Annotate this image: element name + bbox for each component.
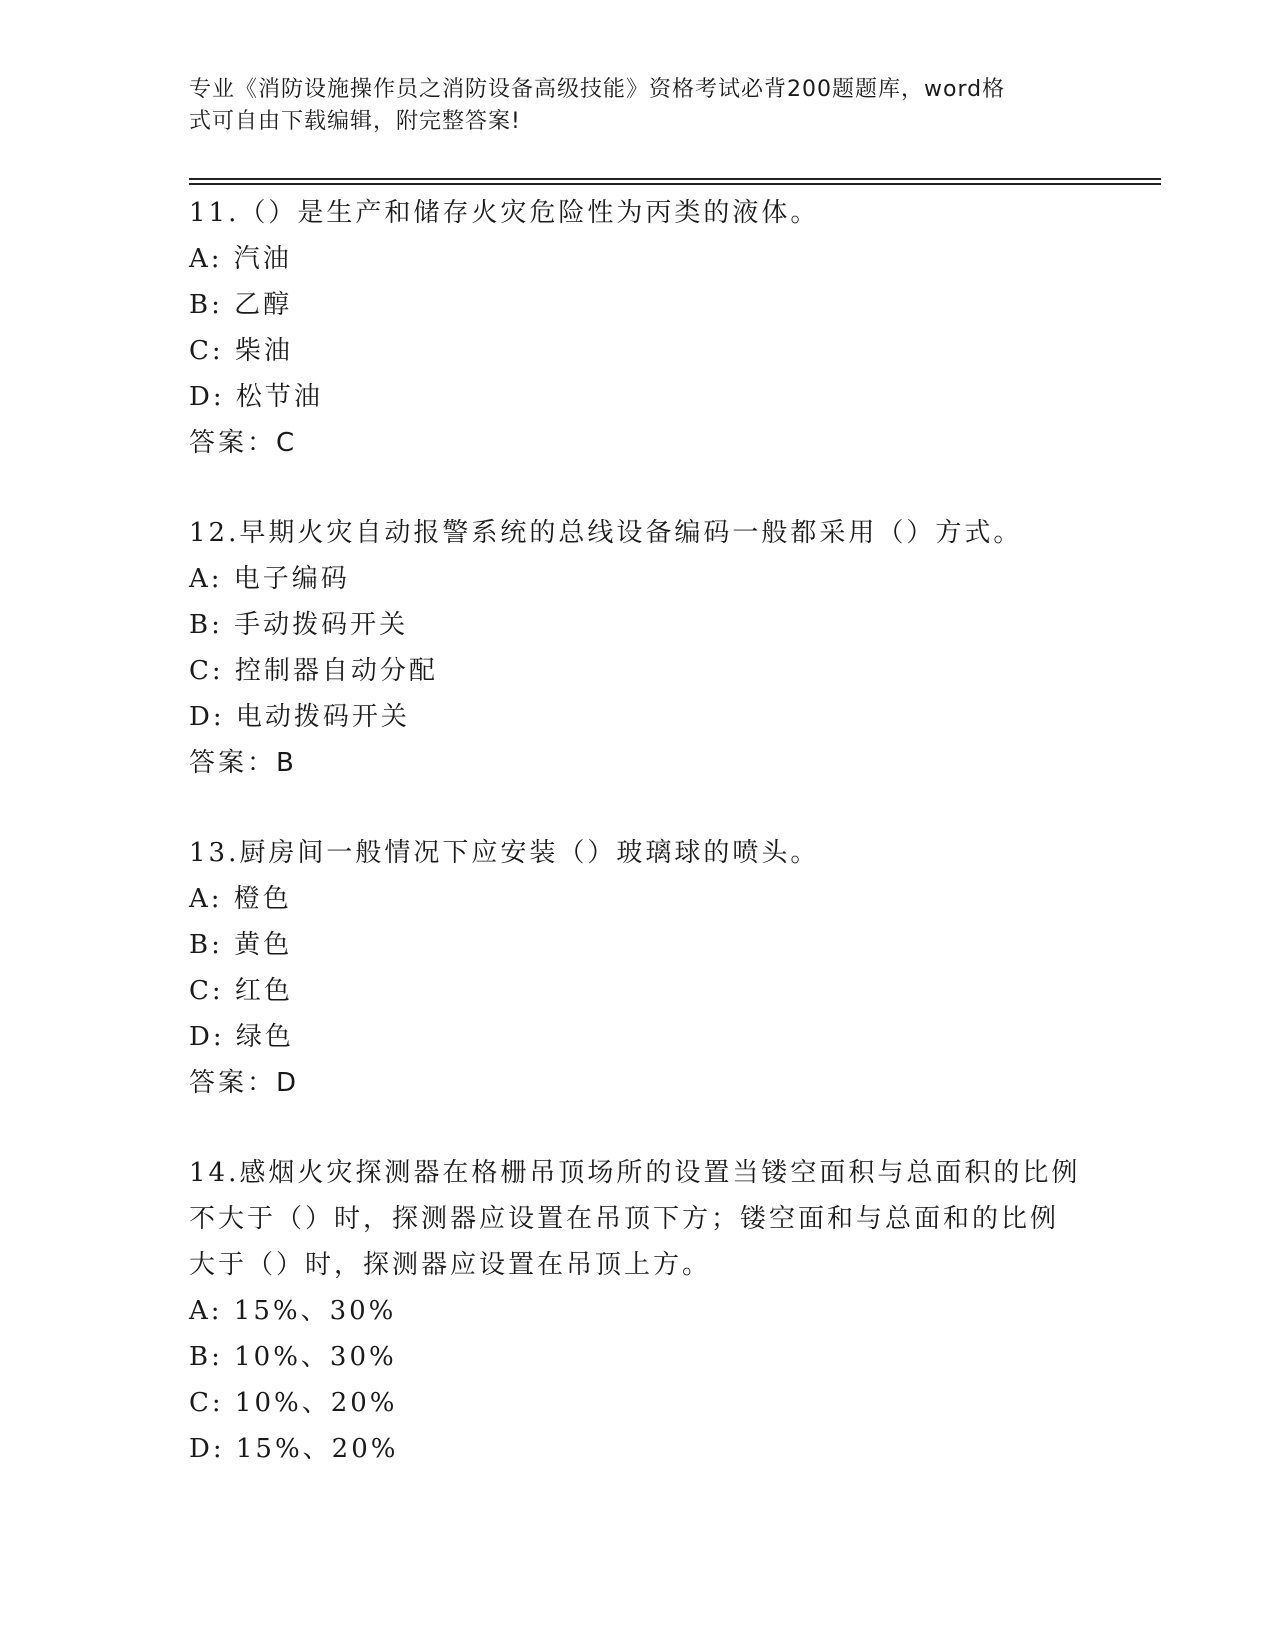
- question-stem: 13.厨房间一般情况下应安装（）玻璃球的喷头。: [189, 838, 820, 868]
- answer: [189, 740, 1089, 786]
- option-d: D: 绿色: [189, 1022, 294, 1052]
- answer: [189, 1060, 1089, 1106]
- question-stem-line-2: 不大于（）时，探测器应设置在吊顶下方；镂空面和与总面和的比例: [189, 1204, 1060, 1234]
- option-d: D: 松节油: [189, 382, 323, 412]
- question-stem-line-1: 14.感烟火灾探测器在格栅吊顶场所的设置当镂空面积与总面积的比例: [189, 1158, 1081, 1188]
- option-a: A: 汽油: [189, 244, 292, 274]
- answer-value: C: [276, 428, 296, 458]
- option-b: B: 10%、30%: [189, 1342, 397, 1372]
- header-line-2: 式可自由下载编辑，附完整答案!: [189, 109, 521, 134]
- document-header: [189, 74, 1089, 138]
- question-stem-line-3: 大于（）时，探测器应设置在吊顶上方。: [189, 1250, 712, 1280]
- option-d: D: 电动拨码开关: [189, 702, 410, 732]
- question-14: [189, 1150, 1089, 1472]
- option-b: B: 乙醇: [189, 290, 293, 320]
- option-a: A: 15%、30%: [189, 1296, 397, 1326]
- option-c: C: 柴油: [189, 336, 293, 366]
- option-b: B: 黄色: [189, 930, 293, 960]
- question-11: [189, 190, 1089, 466]
- answer: [189, 420, 1089, 466]
- question-stem: 12.早期火灾自动报警系统的总线设备编码一般都采用（）方式。: [189, 518, 1023, 548]
- option-c: C: 红色: [189, 976, 293, 1006]
- answer-value: B: [276, 748, 295, 778]
- option-c: C: 控制器自动分配: [189, 656, 438, 686]
- answer-label: 答案：: [189, 428, 277, 458]
- option-c: C: 10%、20%: [189, 1388, 398, 1418]
- question-stem: 11.（）是生产和储存火灾危险性为丙类的液体。: [189, 198, 820, 228]
- header-line-1: 专业《消防设施操作员之消防设备高级技能》资格考试必背200题题库，word格: [189, 77, 1006, 102]
- answer-value: D: [276, 1068, 298, 1098]
- option-b: B: 手动拨码开关: [189, 610, 409, 640]
- answer-label: 答案：: [189, 1068, 277, 1098]
- question-13: [189, 830, 1089, 1106]
- question-12: [189, 510, 1089, 786]
- header-divider-bottom: [189, 183, 1161, 185]
- header-divider-top: [189, 178, 1161, 180]
- option-d: D: 15%、20%: [189, 1434, 399, 1464]
- option-a: A: 橙色: [189, 884, 292, 914]
- option-a: A: 电子编码: [189, 564, 350, 594]
- answer-label: 答案：: [189, 748, 277, 778]
